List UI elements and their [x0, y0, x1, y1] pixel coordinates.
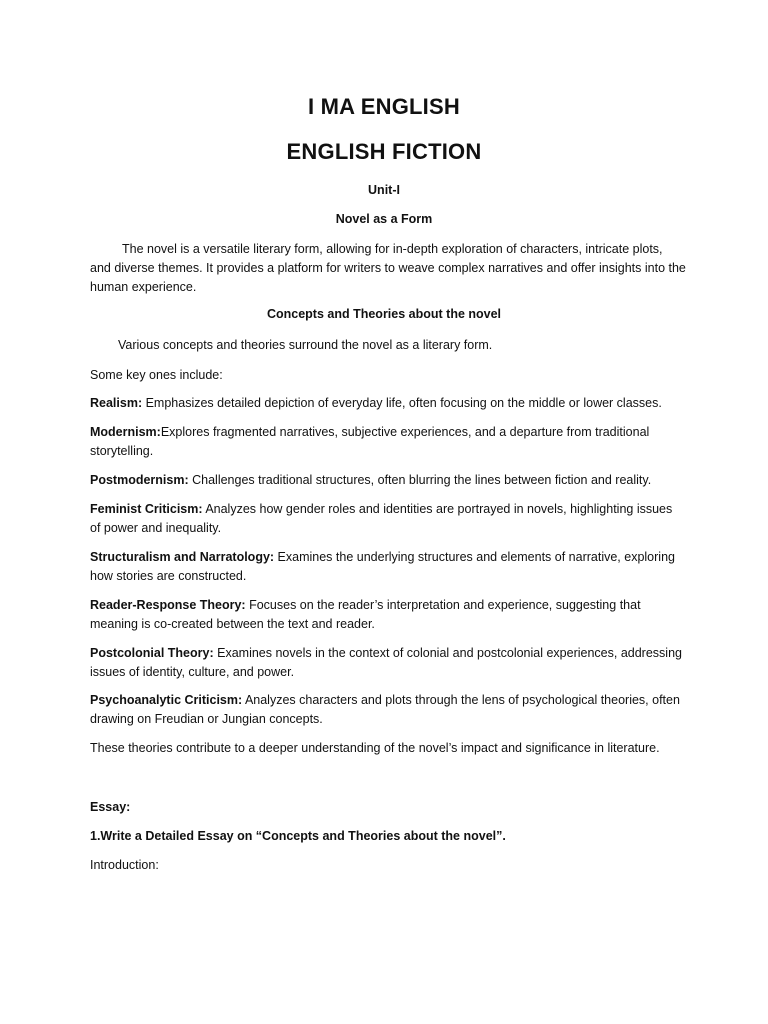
theory-term: Reader-Response Theory:	[90, 598, 246, 612]
theory-description: Emphasizes detailed depiction of everyday life, often focusing on the middle or lower classes.	[142, 396, 662, 410]
concepts-intro: Various concepts and theories surround the novel as a literary form.	[118, 338, 493, 352]
theory-item	[90, 548, 686, 586]
theory-item	[90, 596, 686, 634]
section-heading: Novel as a Form	[335, 212, 433, 226]
intro-paragraph: The novel is a versatile literary form, allowing for in-depth exploration of characters, intricate plots, and diverse themes. It provides a platform for writers to weave complex narratives and offer insights into the human experience.	[90, 242, 686, 294]
key-ones-text: Some key ones include:	[90, 368, 223, 382]
theory-item	[90, 394, 686, 413]
theory-item	[90, 500, 686, 538]
theory-term: Postcolonial Theory:	[90, 646, 214, 660]
theory-description: Focuses on the reader’s interpretation and experience, suggesting that meaning is co-created between the text and reader.	[90, 598, 641, 631]
essay-question: 1.Write a Detailed Essay on “Concepts and Theories about the novel”.	[90, 829, 506, 843]
unit-heading: Unit-I	[368, 183, 400, 197]
theory-term: Feminist Criticism:	[90, 502, 203, 516]
theory-description: Challenges traditional structures, often blurring the lines between fiction and reality.	[188, 473, 652, 487]
theory-item	[90, 471, 686, 490]
theory-term: Modernism:	[90, 425, 161, 439]
theory-item	[90, 644, 686, 682]
theory-term: Psychoanalytic Criticism:	[90, 693, 243, 707]
course-title: ENGLISH FICTION	[286, 139, 482, 164]
theory-description: Analyzes characters and plots through the lens of psychological theories, often drawing on Freudian or Jungian concepts.	[90, 693, 680, 726]
introduction-label: Introduction:	[90, 858, 159, 872]
essay-label: Essay:	[90, 800, 131, 814]
theory-term: Structuralism and Narratology:	[90, 550, 275, 564]
theory-term: Realism:	[90, 396, 143, 410]
theory-term: Postmodernism:	[90, 473, 189, 487]
theory-item	[90, 423, 686, 461]
theory-description: Explores fragmented narratives, subjective experiences, and a departure from traditional storytelling.	[90, 425, 650, 458]
theory-description: Examines the underlying structures and elements of narrative, exploring how stories are constructed.	[90, 550, 675, 583]
concepts-heading: Concepts and Theories about the novel	[266, 307, 502, 321]
document-title: I MA ENGLISH	[308, 94, 460, 119]
theory-item	[90, 691, 686, 729]
conclusion-paragraph: These theories contribute to a deeper understanding of the novel’s impact and significance in literature.	[90, 741, 660, 755]
theory-description: Analyzes how gender roles and identities are portrayed in novels, highlighting issues of power and inequality.	[90, 502, 673, 535]
theory-description: Examines novels in the context of colonial and postcolonial experiences, addressing issues of identity, culture, and power.	[90, 646, 682, 679]
